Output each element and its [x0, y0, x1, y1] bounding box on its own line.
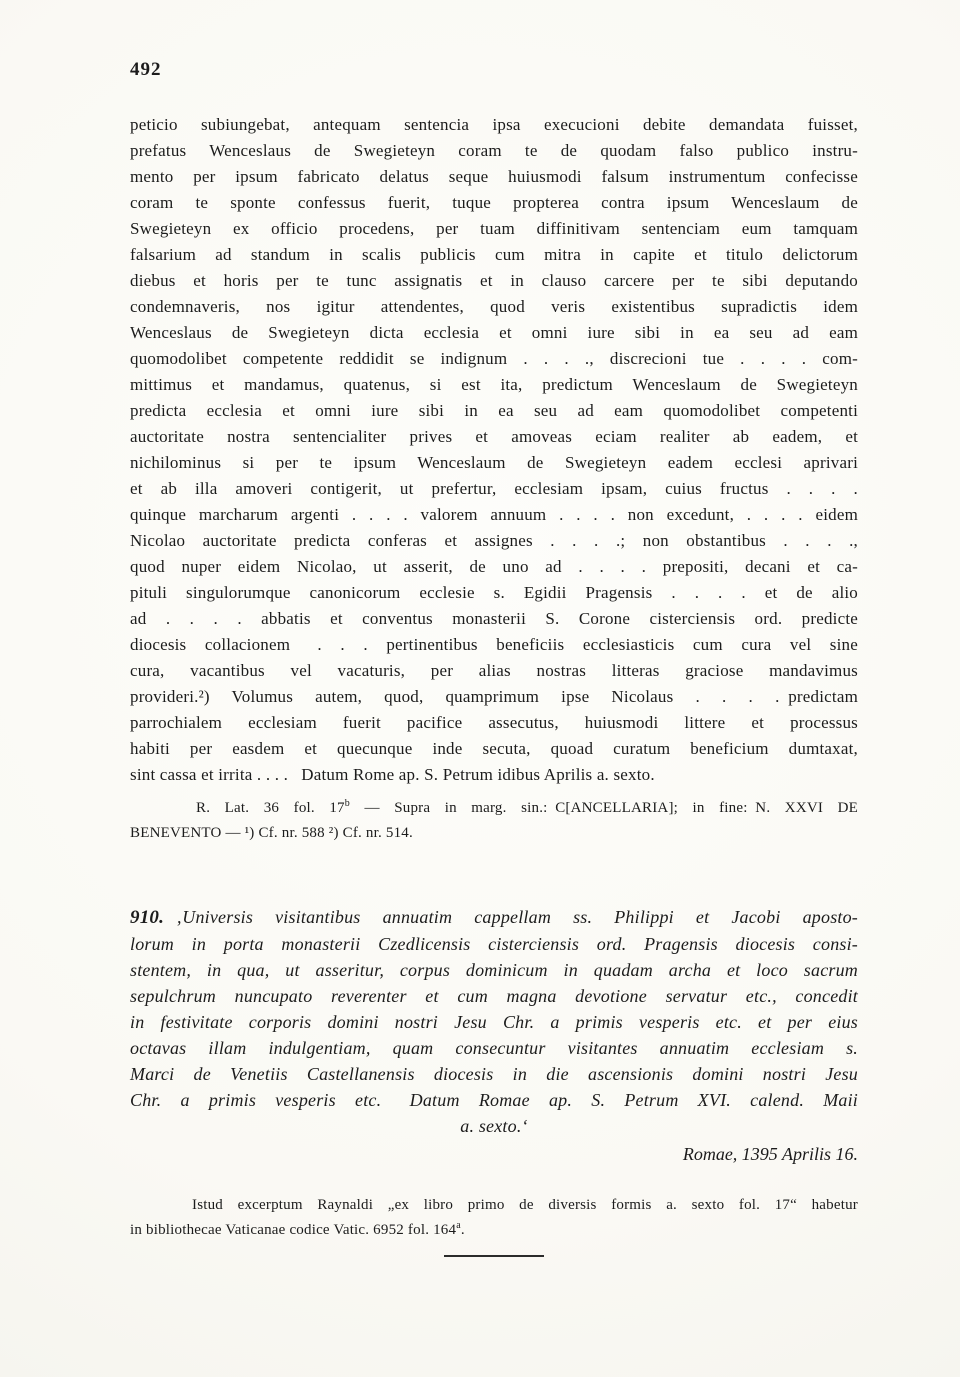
- entry-910-closing-line: a. sexto.‘: [460, 1116, 528, 1136]
- text-line: ad . . . . abbatis et conventus monasterii S. Corone cisterciensis ord. predicte: [130, 609, 858, 628]
- text-line: parrochialem ecclesiam fuerit pacifice assecutus, huiusmodi littere et processus: [130, 713, 858, 732]
- footnote-line-2: [130, 1218, 858, 1243]
- text-line: habiti per easdem et quecunque inde secuta, quoad curatum beneficium dumtaxat,: [130, 739, 858, 758]
- text-line: predicta ecclesia et omni iure sibi in ea seu ad eam quomodolibet competenti: [130, 401, 858, 420]
- source-note-line-2: BENEVENTO — ¹) Cf. nr. 588 ²) Cf. nr. 514.: [130, 825, 413, 841]
- text-line: Marci de Venetiis Castellanensis diocesis in die ascensionis domini nostri Jesu: [130, 1064, 858, 1084]
- footnote-period: .: [460, 1222, 465, 1238]
- text-line: in festivitate corporis domini nostri Jesu Chr. a primis vesperis etc. et per eius: [130, 1012, 858, 1032]
- text-line: condemnaveris, nos igitur attendentes, quod veris existentibus supradictis idem: [130, 297, 858, 316]
- text-line: lorum in porta monasterii Czedlicensis cisterciensis ord. Pragensis diocesis consi-: [130, 934, 858, 954]
- source-note-line-1: [130, 796, 858, 821]
- entry-910-first-line: [130, 904, 858, 931]
- page-number: 492: [130, 59, 162, 80]
- entry-909-source-note: [130, 796, 858, 846]
- entry-909-body: [130, 112, 858, 788]
- text-line: octavas illam indulgentiam, quam consecuntur visitantes annuatim ecclesiam s.: [130, 1038, 858, 1058]
- entry-910-body-lines: [130, 931, 858, 1113]
- folio-superscript: a: [456, 1220, 461, 1231]
- text-line: et ab illa amoveri contigerit, ut prefertur, ecclesiam ipsam, cuius fructus . . . .: [130, 479, 858, 498]
- text-line: quomodolibet competente reddidit se indignum . . . ., discrecioni tue . . . . com-: [130, 349, 858, 368]
- folio-superscript: b: [344, 798, 350, 809]
- footnote-line-1: Istud excerptum Raynaldi „ex libro primo de diversis formis a. sexto fol. 17“ habetur: [192, 1197, 858, 1213]
- entry-910-number: 910.: [130, 907, 165, 928]
- text-line: mento per ipsum fabricato delatus seque huiusmodi falsum instrumentum confecisse: [130, 167, 858, 186]
- text-line: stentem, in qua, ut asseritur, corpus dominicum in quadam archa et loco sacrum: [130, 960, 858, 980]
- entry-909-body-lines: [130, 112, 858, 762]
- text-line: Wenceslaus de Swegieteyn dicta ecclesia et omni iure sibi in ea seu ad eam: [130, 323, 858, 342]
- text-line: pituli singulorumque canonicorum ecclesie s. Egidii Pragensis . . . . et de alio: [130, 583, 858, 602]
- text-line: Swegieteyn ex officio procedens, per tuam diffinitivam sentenciam eum tamquam: [130, 219, 858, 238]
- text-line: sepulchrum nuncupato reverenter et cum magna devotione servatur etc., concedit: [130, 986, 858, 1006]
- text-line: provideri.²) Volumus autem, quod, quamprimum ipse Nicolaus . . . . predictam: [130, 687, 858, 706]
- entry-910-footnote: [130, 1193, 858, 1243]
- entry-909-last-line: sint cassa et irrita . . . . Datum Rome ap. S. Petrum idibus Aprilis a. sexto.: [130, 765, 655, 784]
- text-line: diocesis collacionem . . . pertinentibus beneficiis ecclesiasticis cum cura vel sine: [130, 635, 858, 654]
- text-line: auctoritate nostra sentencialiter prives et amoveas eciam realiter ab eadem, et: [130, 427, 858, 446]
- text-line: cura, vacantibus vel vacaturis, per alias nostras litteras graciose mandavimus: [130, 661, 858, 680]
- text-line: nichilominus si per te ipsum Wenceslaum de Swegieteyn eadem ecclesi aprivari: [130, 453, 858, 472]
- text-line: Chr. a primis vesperis etc. Datum Romae ap. S. Petrum XVI. calend. Maii: [130, 1090, 858, 1110]
- entry-910: [130, 904, 858, 1139]
- text-line: coram te sponte confessus fuerit, tuque propterea contra ipsum Wenceslaum de: [130, 193, 858, 212]
- entry-910-first-line-text: ‚Universis visitantibus annuatim cappellam ss. Philippi et Jacobi aposto-: [176, 907, 858, 927]
- text-line: mittimus et mandamus, quatenus, si est ita, predictum Wenceslaum de Swegieteyn: [130, 375, 858, 394]
- source-note-margin-info: — Supra in marg. sin.: C[ANCELLARIA]; in fine: N. XXVI DE: [349, 800, 858, 816]
- text-line: peticio subiungebat, antequam sentencia ipsa execucioni debite demandata fuisset,: [130, 115, 858, 134]
- text-line: falsarium ad standum in scalis publicis cum mitra in capite et titulo delictorum: [130, 245, 858, 264]
- footnote-codex-ref: in bibliothecae Vaticanae codice Vatic. 6952 fol. 164: [130, 1222, 457, 1238]
- text-line: diebus et horis per te tunc assignatis et in clauso carcere per te sibi deputando: [130, 271, 858, 290]
- text-line: prefatus Wenceslaus de Swegieteyn coram te de quodam falso publico instru-: [130, 141, 858, 160]
- text-line: quod nuper eidem Nicolao, ut asserit, de uno ad . . . . prepositi, decani et ca-: [130, 557, 858, 576]
- entry-910-dateline: Romae, 1395 Aprilis 16.: [682, 1144, 858, 1164]
- text-line: Nicolao auctoritate predicta conferas et assignes . . . .; non obstantibus . . . .,: [130, 531, 858, 550]
- separator-rule: [444, 1255, 544, 1257]
- text-line: quinque marcharum argenti . . . . valorem annuum . . . . non excedunt, . . . . eidem: [130, 505, 858, 524]
- source-note-ref: R. Lat. 36 fol. 17: [196, 800, 345, 816]
